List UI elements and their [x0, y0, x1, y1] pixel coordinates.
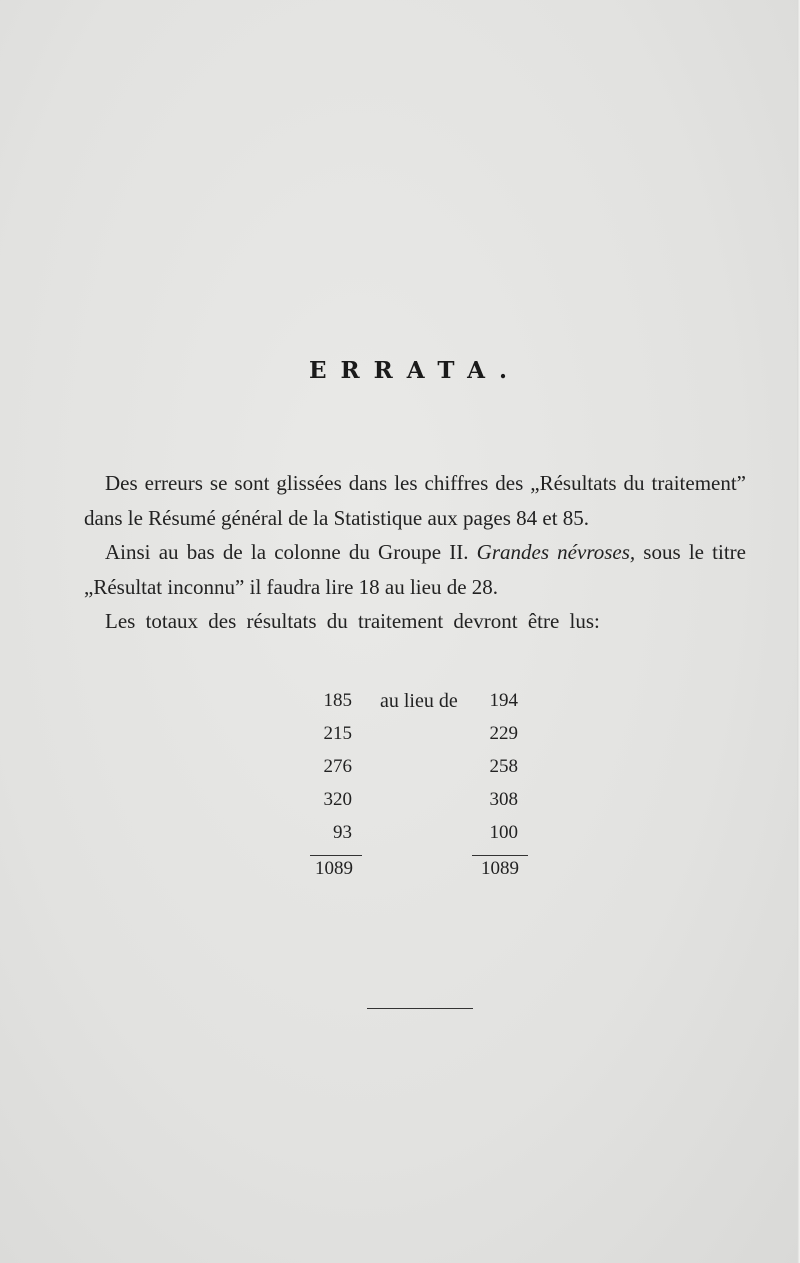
- total-incorrect: 1089: [481, 858, 519, 879]
- paragraph-intro: Des erreurs se sont glissées dans les chiffres des „Résultats du traitement” dans le Résumé général de la Statistique aux pages 84 et 85.: [84, 471, 746, 530]
- incorrect-value: 194: [489, 690, 518, 711]
- total-row: [300, 858, 540, 888]
- connector-text: au lieu de: [380, 690, 458, 712]
- page-title: ERRATA.: [308, 357, 522, 384]
- totals-table: [300, 690, 540, 879]
- closing-rule: [367, 1008, 473, 1009]
- correct-value: 276: [323, 756, 352, 777]
- paragraph-group-correction: [84, 535, 746, 604]
- paragraph-group-correction-end: sous le titre „Résultat inconnu” il faudra lire 18 au lieu de 28.: [84, 540, 746, 599]
- incorrect-value: 229: [489, 723, 518, 744]
- table-row: [300, 690, 540, 723]
- incorrect-value: 308: [489, 789, 518, 810]
- group-name-italic: Grandes névroses,: [476, 540, 636, 564]
- incorrect-value: 258: [489, 756, 518, 777]
- correct-value: 320: [323, 789, 352, 810]
- correct-value: 185: [323, 690, 352, 711]
- correct-value: 215: [323, 723, 352, 744]
- errata-text: [84, 466, 746, 639]
- table-row: [300, 789, 540, 822]
- paragraph-totals-intro: Les totaux des résultats du traitement devront être lus:: [105, 609, 600, 633]
- table-row: [300, 822, 540, 855]
- table-row: [300, 756, 540, 789]
- correct-value: 93: [333, 822, 352, 843]
- total-correct: 1089: [315, 858, 353, 879]
- incorrect-value: 100: [489, 822, 518, 843]
- sum-rule-right: [472, 855, 528, 856]
- sum-rule-left: [310, 855, 362, 856]
- table-row: [300, 723, 540, 756]
- paragraph-group-correction-start: Ainsi au bas de la colonne du Groupe II.: [105, 540, 477, 564]
